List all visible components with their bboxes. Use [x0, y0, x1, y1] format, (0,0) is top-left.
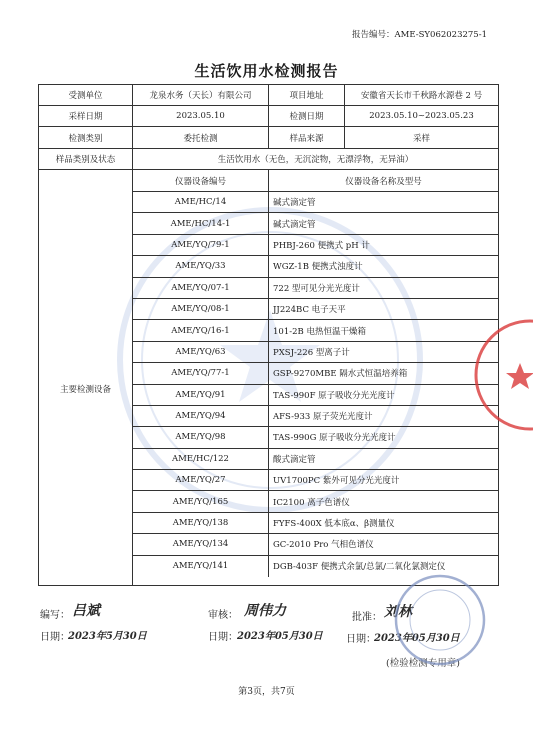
equipment-name: TAS-990G 原子吸收分光光度计: [273, 433, 396, 444]
test-type-value: 委托检测: [133, 127, 269, 148]
address-label: 项目地址: [269, 85, 345, 105]
approved-date: 2023年05月30日: [374, 633, 460, 644]
stamp-caption: (检验检测专用章): [386, 658, 460, 669]
equipment-code: AME/YQ/08-1: [133, 299, 269, 319]
equipment-code-header: 仪器设备编号: [133, 170, 269, 191]
reviewed-signature: 周伟力: [244, 603, 286, 619]
equipment-code: AME/YQ/91: [133, 385, 269, 405]
table-row: [133, 342, 498, 363]
info-row-unit: [39, 85, 498, 106]
equipment-code: AME/YQ/134: [133, 534, 269, 554]
page-footer: 第3页，共7页: [238, 687, 295, 697]
approved-date-label: 日期：: [346, 634, 376, 645]
equipment-code: AME/YQ/165: [133, 491, 269, 511]
equipment-name: 722 型可见分光光度计: [273, 283, 360, 294]
address-value: 安徽省天长市千秋路水源巷 2 号: [360, 91, 483, 101]
info-row-type: [39, 127, 498, 149]
equipment-code: AME/YQ/16-1: [133, 320, 269, 340]
equipment-name: PXSJ-226 型离子计: [273, 347, 350, 358]
equipment-name-header: 仪器设备名称及型号: [345, 176, 422, 187]
equipment-code: AME/YQ/98: [133, 427, 269, 447]
table-row: [133, 385, 498, 406]
equipment-code: AME/YQ/138: [133, 513, 269, 533]
table-row: [133, 449, 498, 470]
equipment-name: IC2100 离子色谱仪: [273, 497, 350, 508]
reviewed-date-label: 日期：: [208, 632, 238, 643]
equipment-code: AME/HC/14: [133, 192, 269, 212]
equipment-name: GSP-9270MBE 隔水式恒温培养箱: [273, 369, 408, 380]
equipment-header-row: [133, 170, 498, 192]
equipment-name: 101-2B 电热恒温干燥箱: [273, 326, 366, 337]
approved-label: 批准：: [352, 612, 382, 623]
table-row: [133, 278, 498, 299]
unit-value: 龙泉水务（天长）有限公司: [133, 85, 269, 105]
equipment-code: AME/YQ/141: [133, 556, 269, 577]
equipment-code: AME/HC/14-1: [133, 213, 269, 233]
report-title: 生活饮用水检测报告: [194, 62, 339, 80]
equipment-code: AME/YQ/94: [133, 406, 269, 426]
unit-label: 受测单位: [39, 85, 133, 105]
table-row: [133, 427, 498, 448]
equipment-name: JJ224BC 电子天平: [273, 305, 346, 316]
prepared-date: 2023年5月30日: [68, 631, 147, 642]
table-row: [133, 363, 498, 384]
info-row-sample: [39, 149, 498, 170]
table-row: [133, 192, 498, 213]
reviewed-label: 审核：: [208, 610, 238, 621]
sampling-date-value: 2023.05.10: [133, 106, 269, 126]
equipment-name: UV1700PC 紫外可见分光光度计: [273, 476, 400, 487]
table-row: [133, 470, 498, 491]
equipment-name: 酸式滴定管: [273, 454, 316, 465]
equipment-name: PHBJ-260 便携式 pH 计: [273, 240, 370, 251]
table-row: [133, 299, 498, 320]
equipment-code: AME/YQ/79-1: [133, 235, 269, 255]
prepared-date-label: 日期：: [40, 632, 70, 643]
equipment-code: AME/YQ/77-1: [133, 363, 269, 383]
table-row: [133, 406, 498, 427]
equipment-code: AME/YQ/27: [133, 470, 269, 490]
source-label: 样品来源: [269, 127, 345, 148]
sampling-date-label: 采样日期: [39, 106, 133, 126]
equipment-name: TAS-990F 原子吸收分光光度计: [273, 390, 395, 401]
test-type-label: 检测类别: [39, 127, 133, 148]
inspection-seal: [392, 572, 488, 668]
report-table: [38, 84, 499, 586]
equipment-label-spacer: [39, 170, 133, 192]
info-row-dates: [39, 106, 498, 127]
report-number: 报告编号：AME-SY062023275-1: [352, 30, 487, 40]
sample-label: 样品类别及状态: [39, 149, 133, 169]
table-row: [133, 213, 498, 234]
source-value: 采样: [412, 133, 430, 144]
equipment-section-label: 主要检测设备: [39, 192, 133, 585]
equipment-code: AME/HC/122: [133, 449, 269, 469]
table-row: [133, 256, 498, 277]
equipment-name: WGZ-1B 便携式浊度计: [273, 262, 363, 273]
table-row: [133, 320, 498, 341]
equipment-name: 碱式滴定管: [273, 198, 316, 209]
table-row: [133, 534, 498, 555]
table-row: [133, 491, 498, 512]
equipment-name: AFS-933 原子荧光光度计: [273, 412, 373, 423]
equipment-name: DGB-403F 便携式余氯/总氯/二氧化氯测定仪: [273, 562, 446, 573]
official-seal: [470, 315, 533, 435]
test-date-value: 2023.05.10~2023.05.23: [369, 111, 474, 121]
reviewed-date: 2023年05月30日: [237, 631, 323, 642]
prepared-label: 编写：: [40, 610, 70, 621]
approved-signature: 刘林: [384, 604, 412, 620]
table-row: [133, 235, 498, 256]
test-date-label: 检测日期: [269, 106, 345, 126]
equipment-name: 碱式滴定管: [273, 219, 316, 230]
table-row: [133, 513, 498, 534]
sample-value: 生活饮用水（无色，无沉淀物，无漂浮物，无异油）: [217, 155, 414, 165]
equipment-list: [133, 192, 498, 585]
equipment-name: GC-2010 Pro 气相色谱仪: [273, 540, 374, 551]
prepared-signature: 吕斌: [72, 603, 100, 619]
equipment-name: FYFS-400X 低本底α、β测量仪: [273, 519, 395, 530]
equipment-code: AME/YQ/07-1: [133, 278, 269, 298]
equipment-code: AME/YQ/63: [133, 342, 269, 362]
equipment-code: AME/YQ/33: [133, 256, 269, 276]
